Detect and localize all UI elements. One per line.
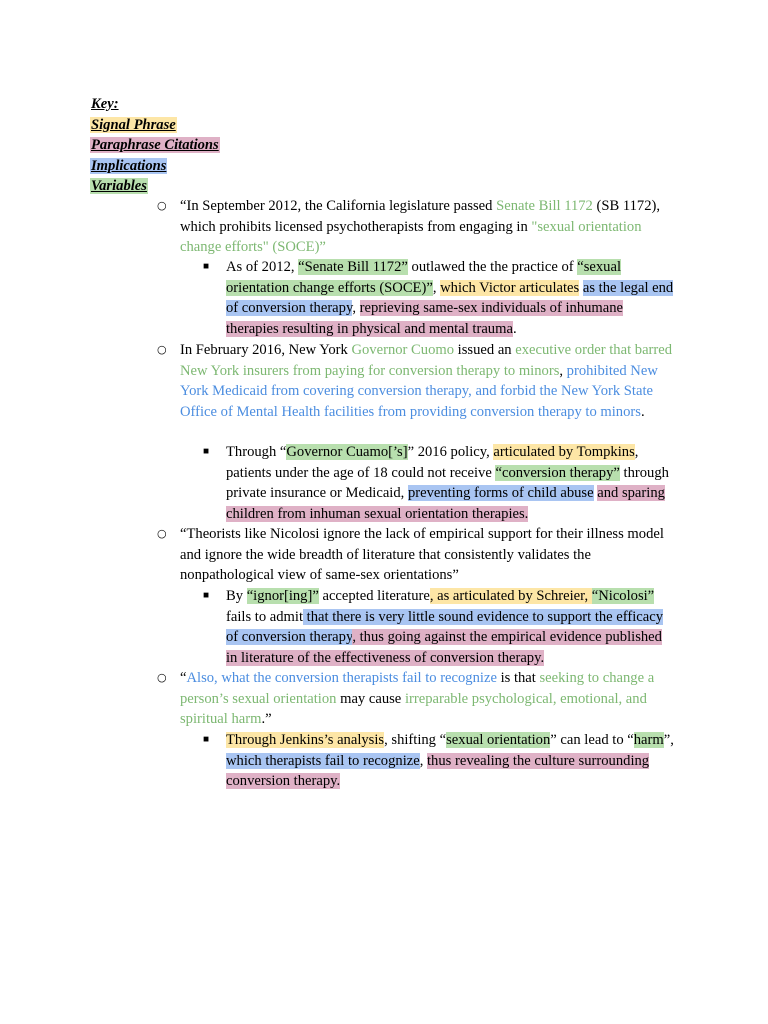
paraphrase-highlight: thus revealing the culture surrounding conversion therapy.: [226, 752, 650, 790]
variable-highlight: “ignor[ing]”: [246, 588, 319, 604]
variable-highlight: “sexual orientation change efforts (SOCE)”: [226, 259, 622, 296]
key-paraphrase-citations: [90, 135, 220, 156]
text-run: ”,: [663, 732, 674, 748]
text-run: through private insurance or Medicaid,: [226, 464, 669, 502]
variable-highlight: sexual orientation: [446, 732, 551, 748]
text-run: is that: [496, 670, 540, 686]
variable-highlight: “Nicolosi”: [591, 588, 655, 604]
square-bullet-icon: ■: [203, 590, 210, 601]
variable-text: seeking to change a person’s sexual orientation: [180, 670, 655, 707]
text-run: ,: [419, 752, 427, 769]
hollow-bullet-icon: ○: [157, 343, 167, 356]
text-run: (SB 1172), which prohibits licensed psychotherapists from engaging in: [180, 198, 661, 235]
square-bullet-icon: ■: [203, 446, 210, 457]
analysis-paragraph-3: [226, 586, 676, 668]
square-bullet-icon: ■: [203, 261, 210, 272]
text-run: By: [226, 588, 247, 604]
text-run: In February 2016, New York: [180, 342, 352, 358]
paraphrase-highlight: and sparing children from inhuman sexual orientation therapies.: [226, 485, 665, 522]
implication-highlight: preventing forms of child abuse: [407, 485, 594, 502]
key-variables: [90, 176, 220, 197]
text-run: , shifting “: [384, 732, 447, 748]
text-run: As of 2012,: [226, 259, 299, 275]
variable-highlight: “Senate Bill 1172”: [298, 259, 408, 275]
variable-text: irreparable psychological, emotional, and spiritual harm: [180, 690, 647, 728]
implication-text: prohibited New York Medicaid from covering conversion therapy, and forbid the New York State Office of Mental Health facilities from providing conversion therapy to minors: [180, 362, 658, 420]
text-run: ,: [559, 362, 567, 379]
variable-highlight: “conversion therapy”: [495, 464, 620, 481]
quote-paragraph-4: [180, 668, 680, 730]
key-paraphrase-text: Paraphrase Citations: [91, 137, 219, 154]
signal-highlight: Through Jenkins’s analysis: [226, 732, 385, 748]
analysis-paragraph-2: [226, 442, 676, 524]
hollow-bullet-icon: ○: [157, 671, 167, 684]
signal-highlight: which Victor articulates: [440, 279, 580, 296]
key-implications: [90, 156, 220, 177]
key-signal-text: Signal Phrase: [91, 116, 176, 133]
text-run: .: [640, 403, 645, 420]
key-title-text: Key:: [91, 96, 119, 112]
paraphrase-highlight: reprieving same-sex individuals of inhumane therapies resulting in physical and mental trauma: [226, 300, 624, 337]
text-run: , patients under the age of 18 could not receive: [226, 444, 639, 481]
variable-text: Governor Cuomo: [351, 342, 455, 358]
quote-paragraph-2: [180, 340, 680, 422]
signal-highlight: articulated by Tompkins: [493, 444, 635, 460]
implication-highlight: as the legal end of conversion therapy: [226, 279, 674, 317]
text-run: ” 2016 policy,: [407, 444, 494, 460]
text-run: Through “: [226, 444, 287, 460]
analysis-paragraph-1: [226, 257, 676, 339]
variable-text: Senate Bill 1172: [496, 198, 593, 214]
signal-highlight: , as articulated by Schreier,: [429, 588, 592, 604]
text-run: “In September 2012, the California legislature passed: [180, 198, 497, 214]
implication-highlight: which therapists fail to recognize: [226, 752, 420, 769]
variable-highlight: harm: [633, 732, 664, 748]
key-signal-phrase: [90, 115, 220, 136]
quote-paragraph-1: [180, 196, 680, 258]
key-title: [90, 94, 220, 115]
analysis-paragraph-4: [226, 730, 676, 792]
key-variables-text: Variables: [91, 178, 147, 195]
implication-highlight: that there is very little sound evidence to support the efficacy of conversion therapy: [226, 608, 664, 646]
quote-paragraph-3: [180, 524, 680, 586]
hollow-bullet-icon: ○: [157, 527, 167, 540]
text-run: .: [512, 320, 517, 337]
text-run: ,: [432, 279, 441, 296]
key-legend: [90, 94, 220, 197]
text-run: fails to admit: [226, 608, 304, 625]
text-run: ,: [352, 300, 360, 317]
key-implications-text: Implications: [91, 157, 167, 174]
text-run: ” can lead to “: [550, 732, 634, 748]
implication-text: Also, what the conversion therapists fail to recognize: [186, 670, 497, 686]
text-run: .”: [261, 711, 272, 728]
text-run: “: [180, 670, 187, 686]
hollow-bullet-icon: ○: [157, 199, 167, 212]
text-run: outlawed the the practice of: [407, 259, 578, 275]
variable-text: "sexual orientation change efforts" (SOCE)”: [180, 218, 642, 256]
text-run: “Theorists like Nicolosi ignore the lack of empirical support for their illness model and ignore the wide breadth of literature that consistently validates the nonpathological view of same-sex orientations”: [180, 526, 664, 584]
square-bullet-icon: ■: [203, 734, 210, 745]
paraphrase-highlight: , thus going against the empirical evidence published in literature of the effectiveness of conversion therapy.: [226, 629, 662, 666]
text-run: accepted literature: [318, 588, 430, 604]
text-run: may cause: [336, 690, 405, 707]
text-run: issued an: [454, 342, 516, 358]
variable-text: executive order that barred New York insurers from paying for conversion therapy to minors: [180, 342, 673, 379]
variable-highlight: Governor Cuamo[’s]: [286, 444, 408, 460]
